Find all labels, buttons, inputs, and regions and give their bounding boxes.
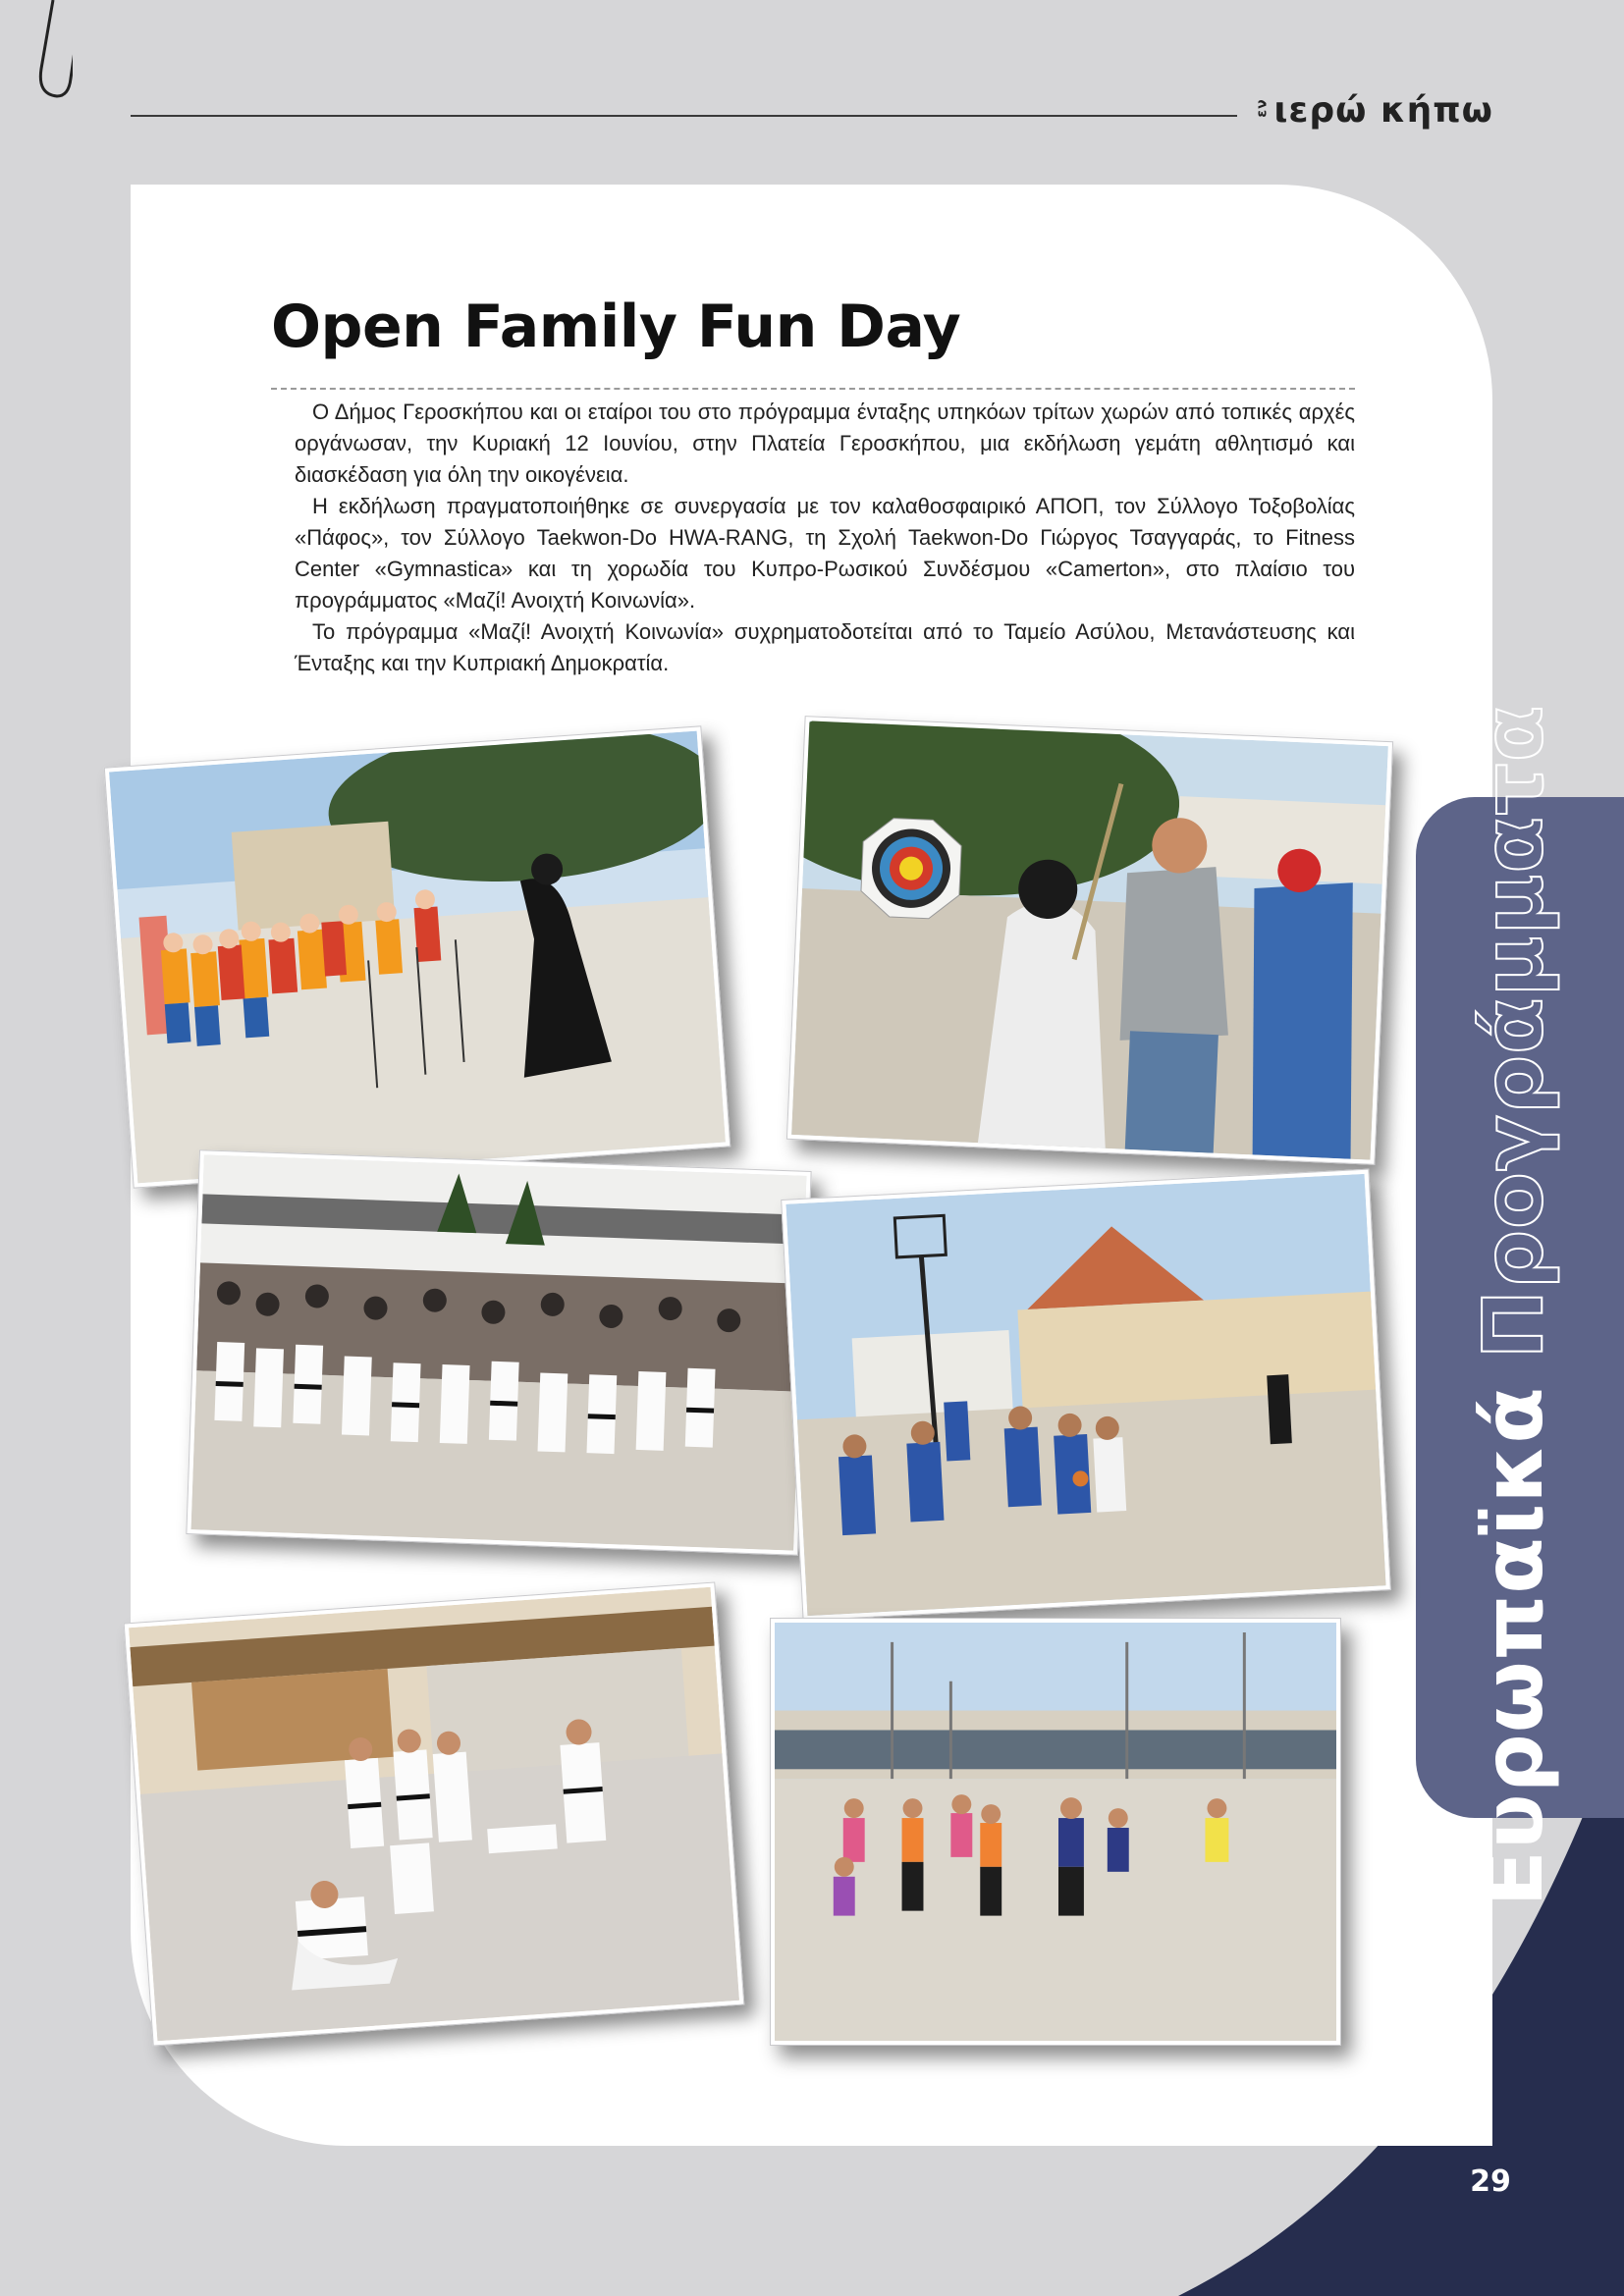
title-divider [271, 388, 1355, 390]
article-title: Open Family Fun Day [271, 293, 961, 361]
magazine-name [1253, 90, 1493, 131]
photo-choir [104, 725, 731, 1189]
photo-dance [770, 1618, 1341, 2046]
photo-archery [786, 716, 1393, 1165]
article-paragraph: Ο Δήμος Γεροσκήπου και οι εταίροι του στο πρόγραμμα ένταξης υπηκόων τρίτων χωρών από τοπικές αρχές οργάνωσαν, την Κυριακή 12 Ιουνίου, στην Πλατεία Γεροσκήπου, μια εκδήλωση γεμάτη αθλητισμό και διασκέδαση για όλη την οικογένεια. [295, 400, 1355, 487]
article-body [295, 397, 1355, 679]
photo-taekwondo-throws [124, 1581, 745, 2046]
paperclip-icon [24, 0, 73, 102]
photo-taekwondo-crowd [186, 1149, 811, 1556]
section-tab-word-1: Ευρωπαϊκά [1465, 1386, 1561, 1907]
magazine-prefix: εν [1254, 98, 1271, 118]
section-tab-label [1465, 704, 1561, 1906]
article-paragraph: Το πρόγραμμα «Μαζί! Ανοιχτή Κοινωνία» συχρηματοδοτείται από το Ταμείο Ασύλου, Μετανάστευσης και Ένταξης και την Κυπριακή Δημοκρατία. [295, 619, 1355, 675]
header-rule [131, 115, 1237, 117]
photo-basketball [781, 1169, 1391, 1622]
magazine-title: ιερώ κήπω [1273, 90, 1493, 131]
section-tab-word-2: Προγράμματα [1465, 704, 1561, 1360]
article-paragraph: Η εκδήλωση πραγματοποιήθηκε σε συνεργασία με τον καλαθοσφαιρικό ΑΠΟΠ, τον Σύλλογο Τοξοβολίας «Πάφος», τον Σύλλογο Taekwon-Do HWA-RANG, τη Σχολή Taekwon-Do Γιώργος Τσαγγαράς, το Fitness Center «Gymnastica» και τη χορωδία του Κυπρο-Ρωσικού Συνδέσμου «Camerton», στο πλαίσιο του προγράμματος «Μαζί! Ανοιχτή Κοινωνία». [295, 494, 1355, 613]
page-number: 29 [1470, 2164, 1511, 2199]
